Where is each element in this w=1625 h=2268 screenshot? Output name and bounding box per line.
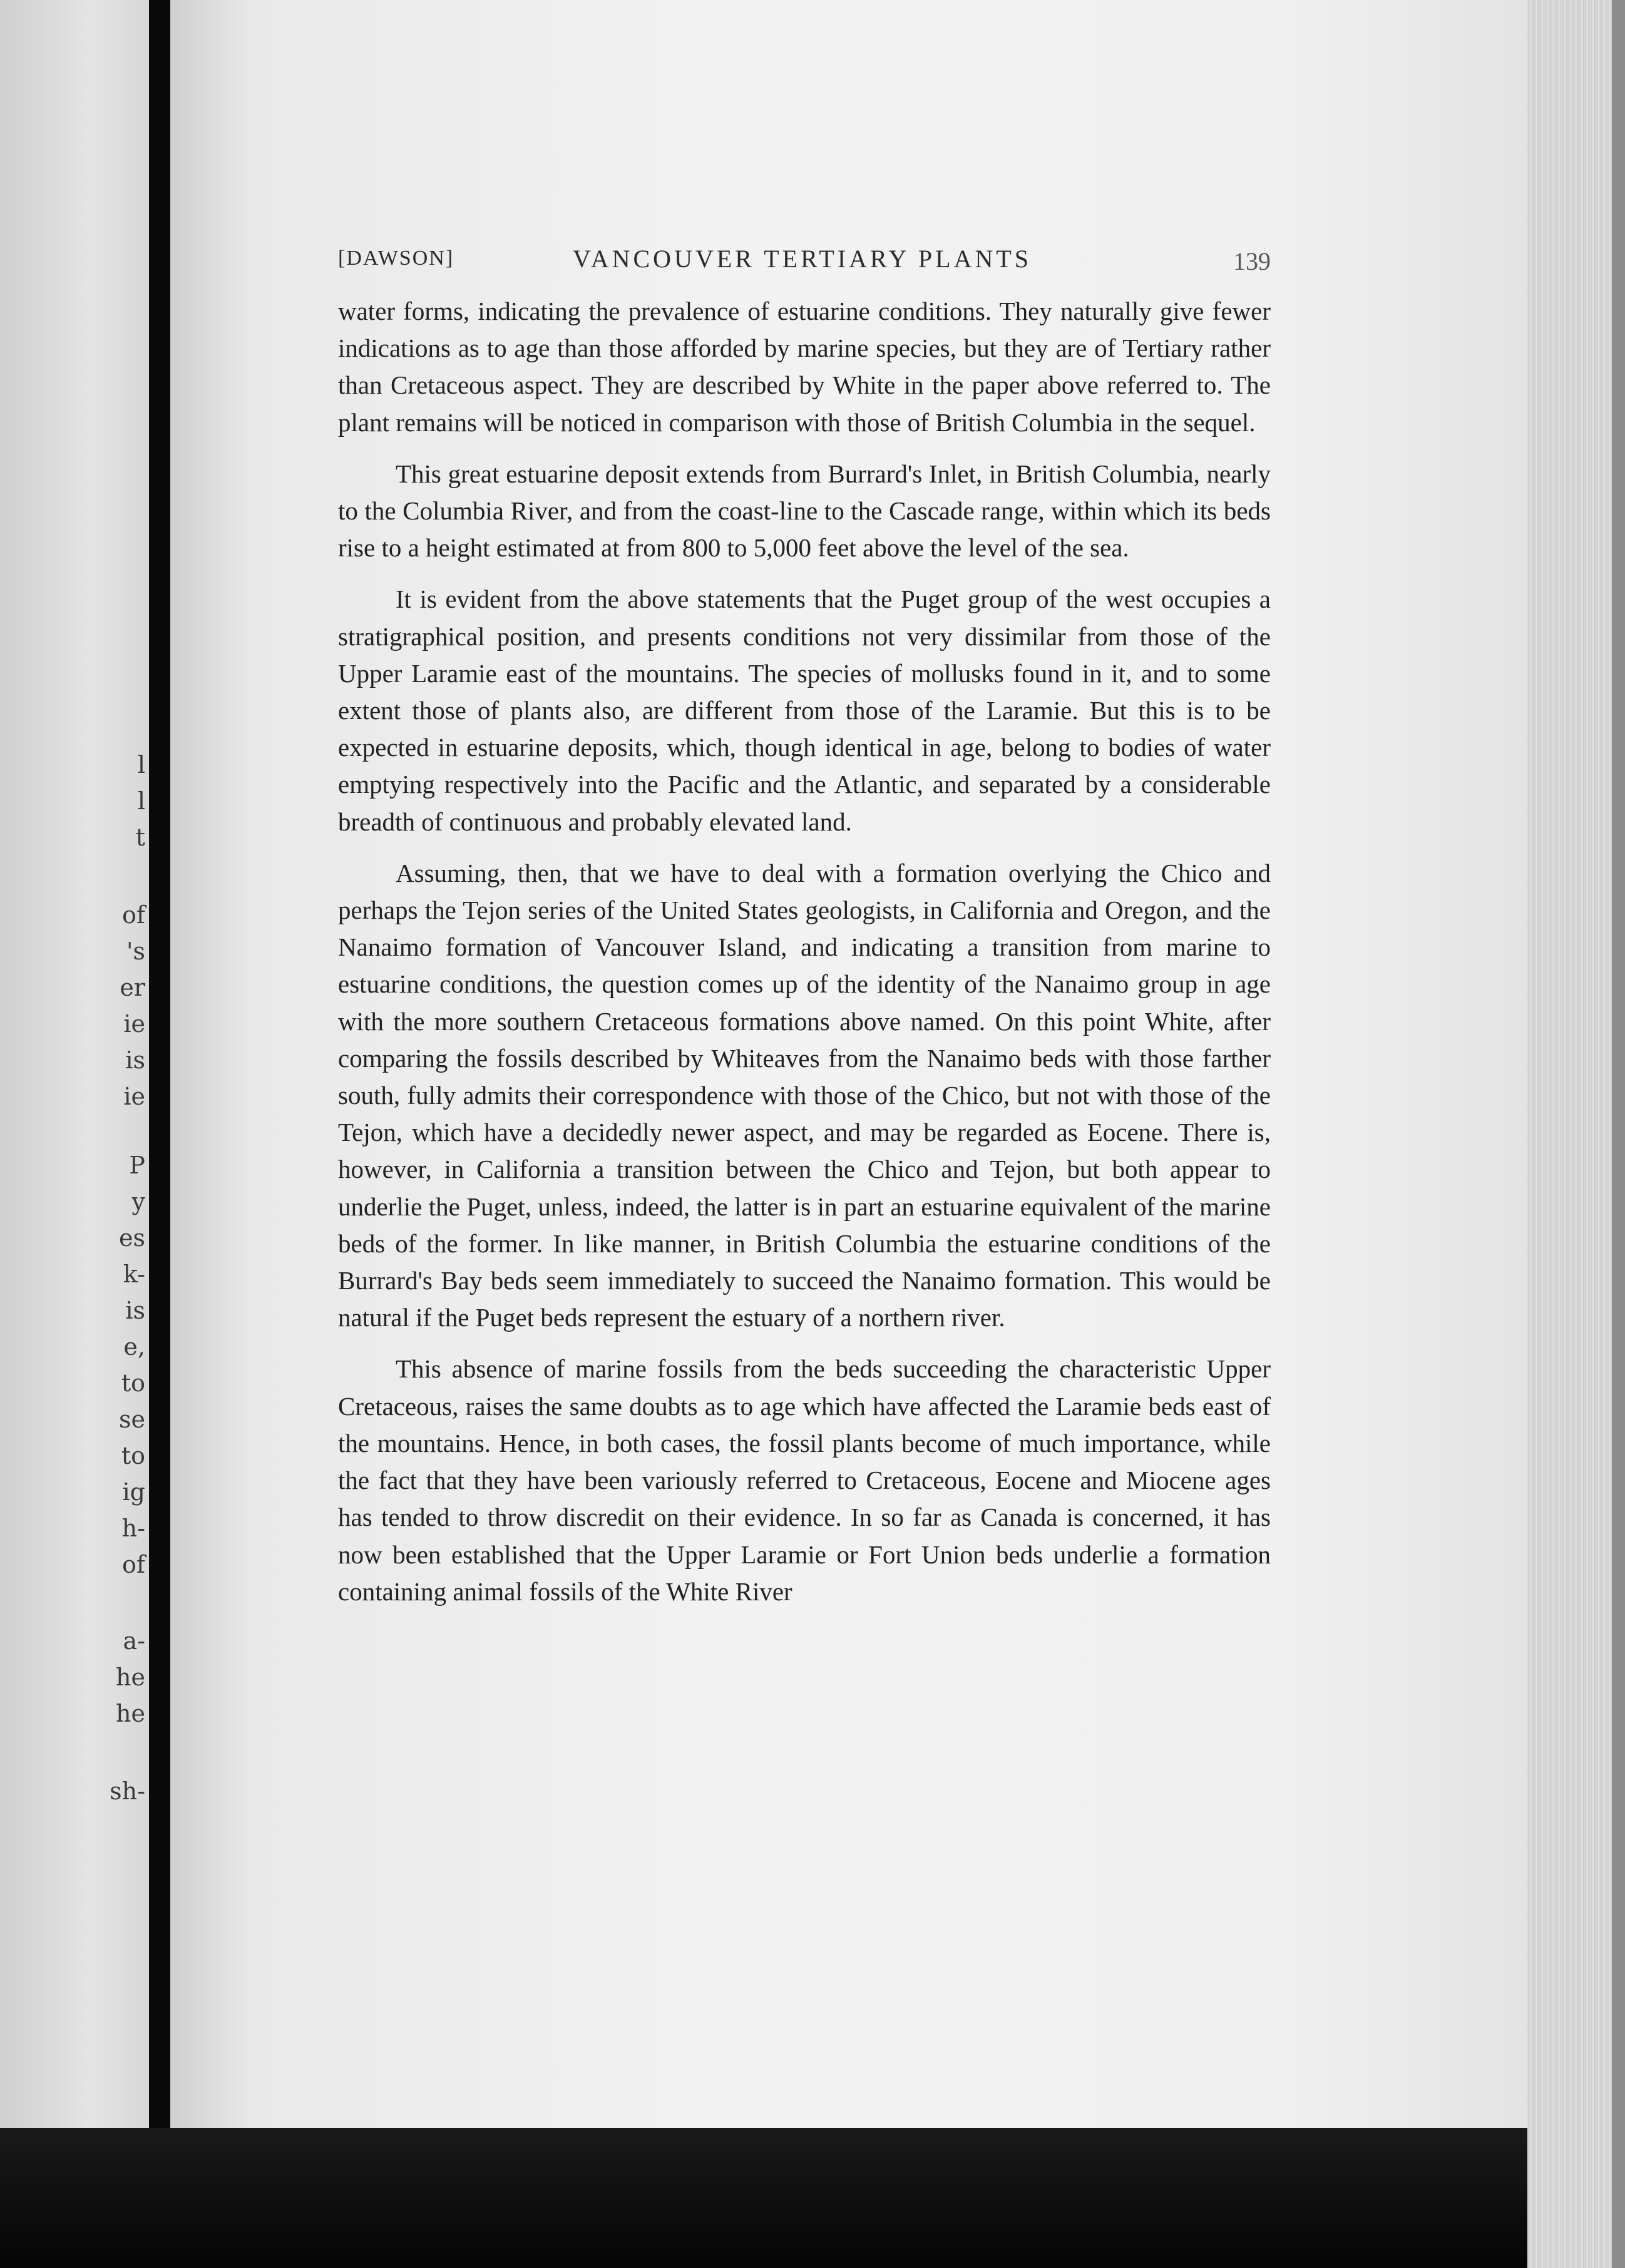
fragment: sh- bbox=[110, 1777, 145, 1805]
fragment: a- bbox=[123, 1627, 145, 1655]
page-text bbox=[338, 244, 1271, 1610]
fragment: is bbox=[125, 1297, 145, 1324]
paragraph: water forms, indicating the prevalence of estuarine conditions. They naturally give fewer indications as to age than those afforded by marine species, but they are of Tertiary rather than Cretaceous aspect. They are described by White in the paper above referred to. The plant remains will be noticed in comparison with those of British Columbia in the sequel. bbox=[338, 297, 1271, 437]
fragment: of bbox=[122, 901, 145, 929]
running-head bbox=[338, 244, 1271, 284]
page-title: VANCOUVER TERTIARY PLANTS bbox=[573, 245, 1032, 273]
paragraph: This great estuarine deposit extends from Burrard's Inlet, in British Columbia, nearly to the Columbia River, and from the coast-line to the Cascade range, within which its beds rise to a height estimated at from 800 to 5,000 feet above the level of the sea. bbox=[338, 459, 1271, 563]
bottom-shadow bbox=[0, 2128, 1527, 2268]
fragment: ie bbox=[123, 1010, 145, 1038]
page-edge-shadow bbox=[1612, 0, 1625, 2268]
fragment: h- bbox=[121, 1515, 145, 1542]
paragraph: It is evident from the above statements that the Puget group of the west occupies a stratigraphical position, and presents conditions not very dissimilar from those of the Upper Laramie east of the mountains. The species of mollusks found in it, and to some extent those of plants also, are different from those of the Laramie. But this is to be expected in estuarine deposits, which, though identical in age, belong to bodies of water emptying respectively into the Pacific and the Atlantic, and separated by a considerable breadth of continuous and probably elevated land. bbox=[338, 585, 1271, 836]
fragment: t bbox=[135, 824, 145, 851]
facing-page-fragments bbox=[0, 0, 149, 2128]
book-gutter bbox=[149, 0, 170, 2268]
fragment: e, bbox=[123, 1333, 145, 1361]
fragment: he bbox=[116, 1700, 145, 1727]
fragment: of bbox=[122, 1551, 145, 1578]
fragment: se bbox=[119, 1406, 145, 1433]
paragraph: This absence of marine fossils from the beds succeeding the characteristic Upper Cretaceous, raises the same doubts as to age which have affected the Laramie beds east of the mountains. Hence, in both cases, the fossil plants become of much importance, while the fact that they have been variously referred to Cretaceous, Eocene and Miocene ages has tended to throw discredit on their evidence. In so far as Canada is concerned, it has now been established that the Upper Laramie or Fort Union beds underlie a formation containing animal fossils of the White River bbox=[338, 1354, 1271, 1606]
page-edge-stack bbox=[1527, 0, 1625, 2268]
fragment: ie bbox=[123, 1083, 145, 1110]
fragment: he bbox=[116, 1663, 145, 1691]
fragment: er bbox=[120, 974, 145, 1001]
fragment: ig bbox=[122, 1478, 145, 1506]
fragment: 's bbox=[126, 937, 145, 965]
fragment: es bbox=[119, 1224, 145, 1252]
fragment: is bbox=[125, 1046, 145, 1074]
fragment: l bbox=[137, 787, 145, 815]
fragment: l bbox=[137, 751, 145, 779]
fragment: k- bbox=[123, 1260, 145, 1288]
fragment: P bbox=[129, 1152, 145, 1179]
fragment: y bbox=[131, 1188, 145, 1215]
page-number: 139 bbox=[1233, 247, 1271, 275]
fragment: to bbox=[121, 1369, 145, 1397]
paragraph: Assuming, then, that we have to deal with a formation overlying the Chico and perhaps the Tejon series of the United States geologists, in California and Oregon, and the Nanaimo formation of Vancouver Island, and indicating a transition from marine to estuarine conditions, the question comes up of the identity of the Nanaimo group in age with the more southern Cretaceous formations above named. On this point White, after comparing the fossils described by Whiteaves from the Nanaimo beds with those farther south, fully admits their correspondence with those of the Chico, but not with those of the Tejon, which have a decidedly newer aspect, and may be regarded as Eocene. There is, however, in California a transition between the Chico and Tejon, but both appear to underlie the Puget, unless, indeed, the latter is in part an estuarine equivalent of the marine beds of the former. In like manner, in British Columbia the estuarine conditions of the Burrard's Bay beds seem immediately to succeed the Nanaimo formation. This would be natural if the Puget beds represent the estuary of a northern river. bbox=[338, 858, 1271, 1332]
author-tag: [DAWSON] bbox=[338, 247, 454, 270]
fragment: to bbox=[121, 1442, 145, 1469]
